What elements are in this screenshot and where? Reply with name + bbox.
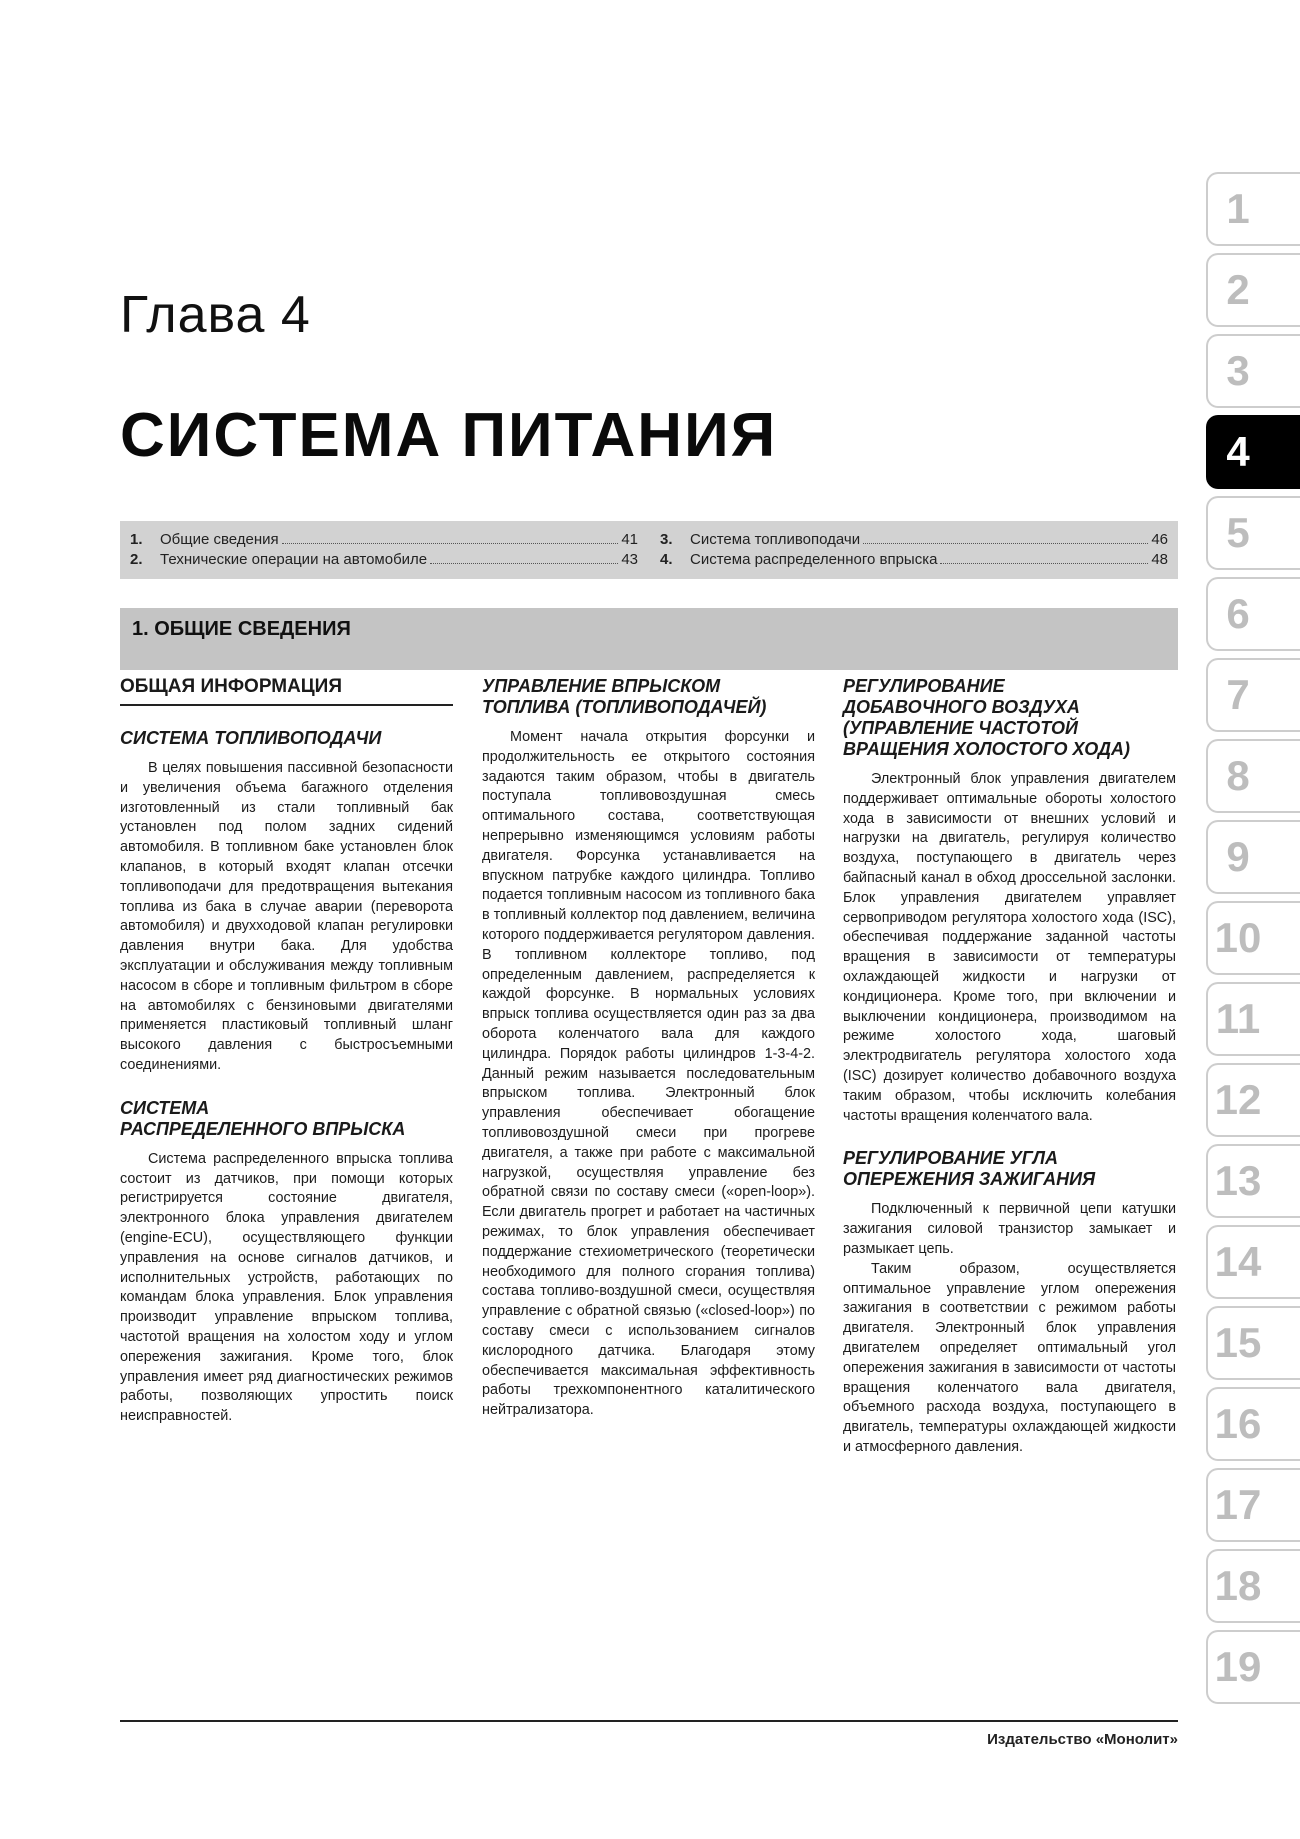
toc-column-left xyxy=(130,530,638,570)
chapter-tab-number: 12 xyxy=(1214,1076,1262,1123)
chapter-tab[interactable] xyxy=(1206,496,1300,570)
subheading-line: УПРАВЛЕНИЕ ВПРЫСКОМ xyxy=(482,676,721,696)
chapter-tab[interactable] xyxy=(1206,820,1300,894)
subheading-line: ОПЕРЕЖЕНИЯ ЗАЖИГАНИЯ xyxy=(843,1169,1096,1190)
chapter-tab-number: 11 xyxy=(1215,995,1261,1042)
toc-entry-page: 41 xyxy=(621,531,638,548)
toc-entry[interactable] xyxy=(660,530,1168,550)
toc-dot-leader xyxy=(282,543,619,544)
chapter-contents xyxy=(120,521,1178,579)
toc-entry-page: 43 xyxy=(621,551,638,568)
toc-column-right xyxy=(660,530,1168,570)
subheading-fuel-supply: СИСТЕМА ТОПЛИВОПОДАЧИ xyxy=(120,728,382,748)
subheading-line: РАСПРЕДЕЛЕННОГО ВПРЫСКА xyxy=(120,1118,406,1139)
chapter-title: СИСТЕМА ПИТАНИЯ xyxy=(120,401,778,470)
chapter-tab-number: 10 xyxy=(1214,914,1262,961)
subheading-line: ТОПЛИВА (ТОПЛИВОПОДАЧЕЙ) xyxy=(482,697,767,717)
chapter-tab[interactable] xyxy=(1206,253,1300,327)
text-column-1 xyxy=(120,676,453,1427)
chapter-tab-number: 4 xyxy=(1226,428,1250,475)
subheading-line: РЕГУЛИРОВАНИЕ xyxy=(843,676,1005,696)
chapter-tab-number: 18 xyxy=(1214,1562,1262,1609)
toc-entry-page: 48 xyxy=(1151,551,1168,568)
chapter-tab-number: 13 xyxy=(1214,1157,1262,1204)
subheading-line: СИСТЕМА xyxy=(120,1097,210,1118)
chapter-tab[interactable] xyxy=(1206,1144,1300,1218)
chapter-tab[interactable] xyxy=(1206,982,1300,1056)
subheading-line: (УПРАВЛЕНИЕ ЧАСТОТОЙ xyxy=(843,718,1078,738)
publisher-credit: Издательство «Монолит» xyxy=(987,1731,1178,1748)
toc-entry-page: 46 xyxy=(1151,531,1168,548)
chapter-tab[interactable] xyxy=(1206,1630,1300,1704)
chapter-tab[interactable] xyxy=(1206,334,1300,408)
chapter-tab[interactable] xyxy=(1206,1549,1300,1623)
chapter-tab[interactable] xyxy=(1206,1387,1300,1461)
chapter-tab-number: 6 xyxy=(1226,590,1250,637)
paragraph-distributed-injection: Система распределенного впрыска топлива состоит из датчиков, при помощи которых регистрируется состояние двигателя, электронного блока управления двигателем (engine-ECU), осуществляющего функции управления на основе сигналов датчиков, и исполнительных устройств, работающих по командам блока управления. Блок управления производит управление впрыском топлива, частотой вращения на холостом ходу и углом опережения зажигания. Кроме того, блок управления имеет ряд диагностических режимов работы, позволяющих упростить поиск неисправностей. xyxy=(120,1150,453,1425)
section-title: 1. ОБЩИЕ СВЕДЕНИЯ xyxy=(132,618,351,640)
toc-entry-number: 1. xyxy=(130,531,143,548)
chapter-tab-number: 1 xyxy=(1226,185,1250,232)
subheading-idle-control xyxy=(843,676,1176,760)
toc-entry-title: Система топливоподачи xyxy=(690,531,861,548)
paragraph-fuel-supply: В целях повышения пассивной безопасности и увеличения объема багажного отделения изготовленный из стали топливный бак установлен под полом задних сидений автомобиля. В топливном баке установлен блок клапанов, в который входят клапан отсечки топливоподачи для предотвращения вытекания топлива из бака в случае аварии (переворота автомобиля) и двухходовой клапан регулировки давления внутри бака. Для удобства эксплуатации и обслуживания между топливным насосом в сборе и топливным фильтром в сборе на автомобилях с бензиновыми двигателями применяется пластиковый топливный шланг высокого давления с быстросъемными соединениями. xyxy=(120,760,453,1073)
column-heading: ОБЩАЯ ИНФОРМАЦИЯ xyxy=(120,676,453,706)
chapter-tab-number: 17 xyxy=(1214,1481,1262,1528)
toc-entry-number: 3. xyxy=(660,531,673,548)
chapter-tab-number: 16 xyxy=(1214,1400,1262,1447)
toc-entry-number: 4. xyxy=(660,551,673,568)
subheading-line: ДОБАВОЧНОГО ВОЗДУХА xyxy=(843,697,1080,717)
subheading-distributed-injection xyxy=(120,1098,453,1140)
footer-rule xyxy=(120,1720,1178,1722)
chapter-label: Глава 4 xyxy=(120,286,311,344)
subheading-injection-control xyxy=(482,676,815,718)
chapter-tab[interactable] xyxy=(1206,1468,1300,1542)
toc-entry-title: Технические операции на автомобиле xyxy=(160,551,428,568)
chapter-tab-number: 19 xyxy=(1214,1643,1262,1690)
chapter-tab-number: 3 xyxy=(1226,347,1250,394)
chapter-tab[interactable] xyxy=(1206,658,1300,732)
chapter-tab[interactable] xyxy=(1206,901,1300,975)
toc-dot-leader xyxy=(940,563,1148,564)
toc-entry-title: Общие сведения xyxy=(160,531,279,548)
chapter-tab[interactable] xyxy=(1206,1225,1300,1299)
chapter-tab[interactable] xyxy=(1206,1306,1300,1380)
paragraph-ignition-timing: Таким образом, осуществляется оптимальное управление углом опережения зажигания в соответствии с режимом работы двигателя. Электронный блок управления двигателем определяет оптимальный угол опережения зажигания в зависимости от частоты вращения коленчатого вала двигателя, объемного расхода воздуха, поступающего в двигатель, температуры охлаждающей жидкости и атмосферного давления. xyxy=(843,1260,1176,1455)
subheading-line: ВРАЩЕНИЯ ХОЛОСТОГО ХОДА) xyxy=(843,739,1131,759)
text-column-3 xyxy=(843,676,1176,1458)
chapter-tab-number: 2 xyxy=(1226,266,1250,313)
chapter-tab[interactable] xyxy=(1206,172,1300,246)
toc-entry[interactable] xyxy=(130,530,638,550)
text-column-2 xyxy=(482,676,815,1421)
paragraph-injection-control: Момент начала открытия форсунки и продолжительность ее открытого состояния задаются таким образом, чтобы в двигатель поступала топливовоздушная смесь оптимального состава, соответствующая непрерывно изменяющимся условиям работы двигателя. Форсунка устанавливается на впускном патрубке каждого цилиндра. Топливо подается топливным насосом из топливного бака в топливный коллектор под давлением, величина которого поддерживается регулятором давления. В топливном коллекторе топливо, под определенным давлением, распределяется к каждой форсунке. В нормальных условиях впрыск топлива осуществляется один раз за два оборота коленчатого вала для каждого цилиндра. Порядок работы цилиндров 1-3-4-2. Данный режим называется последовательным впрыском топлива. Электронный блок управления обеспечивает обогащение топливовоздушной смеси при прогреве двигателя, а также при работе с максимальной нагрузкой, осуществляя управление без обратной связи по составу смеси («open-loop»). Если двигатель прогрет и работает на частичных режимах, то блок управления обеспечивает поддержание стехиометрического (теоретически необходимого для полного сгорания топлива) состава топливо-воздушной смеси, осуществляя управление с обратной связью («closed-loop») по составу смеси с использованием сигналов кислородного датчика. Благодаря этому обеспечивается максимальная эффективность работы трехкомпонентного каталитического нейтрализатора. xyxy=(482,729,815,1419)
chapter-tab-number: 8 xyxy=(1226,752,1250,799)
chapter-tab[interactable] xyxy=(1206,1063,1300,1137)
toc-entry-number: 2. xyxy=(130,551,143,568)
section-header-bar xyxy=(120,608,1178,670)
chapter-tab-number: 15 xyxy=(1214,1319,1262,1366)
paragraph-idle-control: Электронный блок управления двигателем поддерживает оптимальные обороты холостого хода в зависимости от внешних условий и нагрузки на двигатель, регулируя количество воздуха, поступающего в двигатель через байпасный канал в обход дроссельной заслонки. Блок управления двигателем управляет сервоприводом регулятора холостого хода (ISC), обеспечивая поддержание заданной частоты вращения в зависимости от температуры охлаждающей жидкости и нагрузки от кондиционера. Кроме того, при включении и выключении кондиционера, производимом на режиме холостого хода, шаговый электродвигатель регулятора холостого хода (ISC) дозирует количество добавочного воздуха таким образом, чтобы исключить колебания частоты вращения коленчатого вала. xyxy=(843,771,1176,1124)
subheading-line: РЕГУЛИРОВАНИЕ УГЛА xyxy=(843,1148,1058,1169)
paragraph-ignition-transistor: Подключенный к первичной цепи катушки зажигания силовой транзистор замыкает и размыкает цепь. xyxy=(843,1201,1176,1257)
toc-dot-leader xyxy=(430,563,618,564)
toc-entry[interactable] xyxy=(660,550,1168,570)
chapter-tab-number: 7 xyxy=(1226,671,1250,718)
chapter-tab-number: 5 xyxy=(1226,509,1250,556)
chapter-tab[interactable] xyxy=(1206,577,1300,651)
subheading-ignition-timing xyxy=(843,1148,1176,1190)
chapter-tab-number: 14 xyxy=(1214,1238,1262,1285)
chapter-tabs xyxy=(1206,172,1300,1711)
toc-entry-title: Система распределенного впрыска xyxy=(690,551,938,568)
chapter-tab-active[interactable] xyxy=(1206,415,1300,489)
toc-dot-leader xyxy=(863,543,1148,544)
chapter-tab-number: 9 xyxy=(1226,833,1250,880)
toc-entry[interactable] xyxy=(130,550,638,570)
chapter-tab[interactable] xyxy=(1206,739,1300,813)
